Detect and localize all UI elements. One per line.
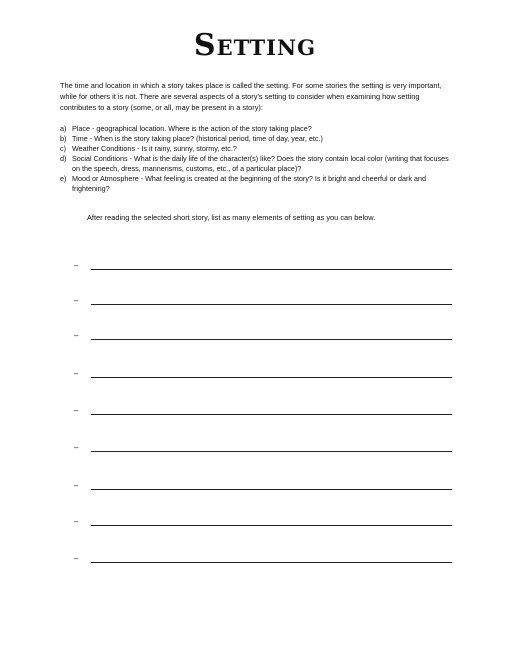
write-in-rule xyxy=(91,304,452,305)
dash-bullet: – xyxy=(74,517,79,526)
list-marker: b) xyxy=(60,134,67,143)
dash-bullet: – xyxy=(74,331,79,340)
aspect-text: Weather Conditions - Is it rainy, sunny, stormy, etc.? xyxy=(72,144,237,153)
aspect-item-social-conditions xyxy=(60,154,455,174)
write-in-rule xyxy=(91,451,452,452)
answer-line[interactable] xyxy=(74,332,454,342)
write-in-rule xyxy=(91,414,452,415)
aspect-text: Social Conditions - What is the daily life of the character(s) like? Does the story contain local color (writing that focuses on the speech, dress, mannerisms, customs, etc., of a particular place)? xyxy=(72,154,449,173)
aspect-item-time xyxy=(60,134,455,144)
write-in-rule xyxy=(91,377,452,378)
list-marker: e) xyxy=(60,174,67,183)
instruction-text: After reading the selected short story, list as many elements of setting as you can below. xyxy=(87,213,376,222)
write-in-rule xyxy=(91,269,452,270)
write-in-rule xyxy=(91,339,452,340)
dash-bullet: – xyxy=(74,481,79,490)
list-marker: a) xyxy=(60,124,67,133)
intro-paragraph: The time and location in which a story takes place is called the setting. For some stories the setting is very important, while for others it is not. There are several aspects of a story's setting to consider when examining how setting contributes to a story (some, or all, may be present in a story): xyxy=(60,81,442,112)
aspect-item-place xyxy=(60,124,455,134)
dash-bullet: – xyxy=(74,406,79,415)
setting-aspects-list xyxy=(60,124,455,194)
dash-bullet: – xyxy=(74,369,79,378)
answer-line[interactable] xyxy=(74,262,454,272)
list-marker: c) xyxy=(60,144,66,153)
answer-line[interactable] xyxy=(74,370,454,380)
answer-line[interactable] xyxy=(74,555,454,565)
aspect-text: Place - geographical location. Where is the action of the story taking place? xyxy=(72,124,312,133)
aspect-text: Mood or Atmosphere - What feeling is created at the beginning of the story? Is it bright and cheerful or dark and frightening? xyxy=(72,174,426,193)
answer-line[interactable] xyxy=(74,482,454,492)
aspect-item-weather xyxy=(60,144,455,154)
list-marker: d) xyxy=(60,154,67,163)
aspect-item-mood xyxy=(60,174,455,194)
aspect-text: Time - When is the story taking place? (historical period, time of day, year, etc.) xyxy=(72,134,323,143)
dash-bullet: – xyxy=(74,261,79,270)
answer-line[interactable] xyxy=(74,297,454,307)
answer-line[interactable] xyxy=(74,444,454,454)
dash-bullet: – xyxy=(74,296,79,305)
dash-bullet: – xyxy=(74,554,79,563)
write-in-rule xyxy=(91,525,452,526)
write-in-rule xyxy=(91,562,452,563)
write-in-rule xyxy=(91,489,452,490)
answer-line[interactable] xyxy=(74,518,454,528)
answer-line[interactable] xyxy=(74,407,454,417)
dash-bullet: – xyxy=(74,443,79,452)
page-title: Setting xyxy=(193,28,317,63)
